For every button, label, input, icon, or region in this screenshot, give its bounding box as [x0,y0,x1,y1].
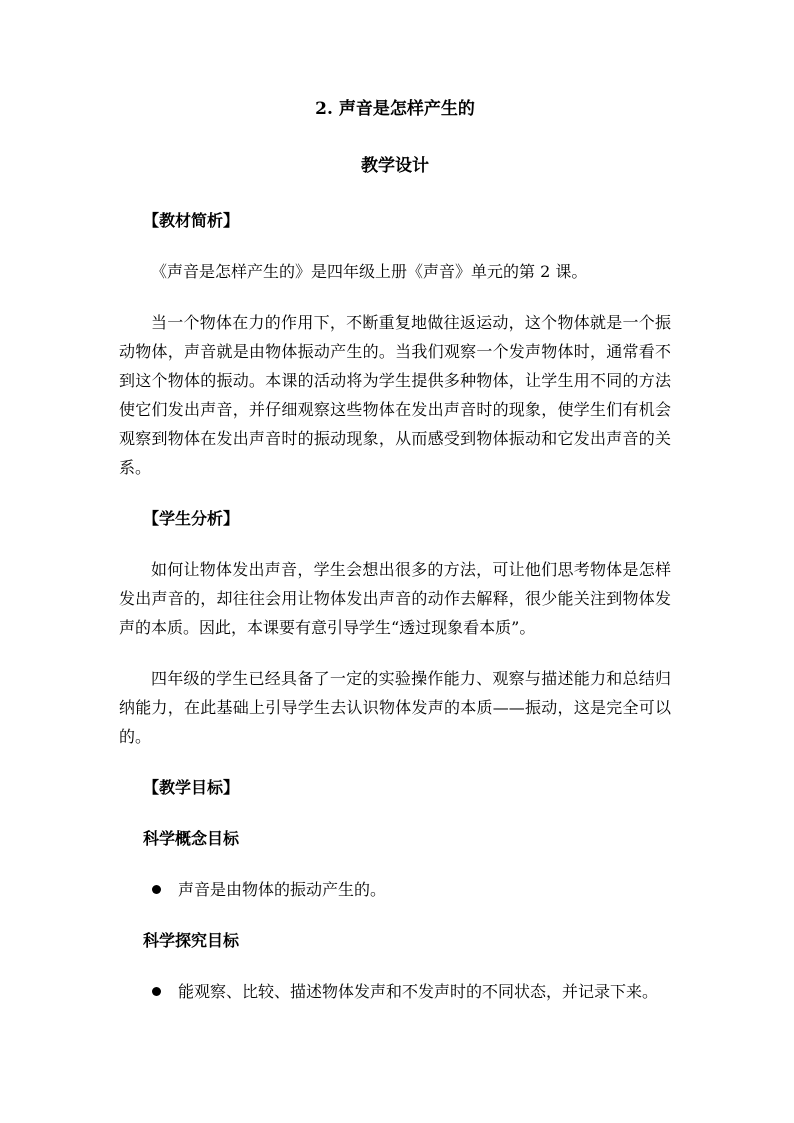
bullet-dot-icon [152,885,161,894]
concept-goal-item [119,875,671,904]
section-heading-student: 【学生分析】 [143,509,240,528]
document-subtitle: 教学设计 [361,156,429,176]
material-paragraph-1: 《声音是怎样产生的》是四年级上册《声音》单元的第 2 课。 [151,262,588,281]
student-paragraph-2: 四年级的学生已经具备了一定的实验操作能力、观察与描述能力和总结归纳能力，在此基础上引导学生去认识物体发声的本质——振动，这是完全可以的。 [119,669,671,746]
inquiry-goal-heading: 科学探究目标 [143,931,240,950]
concept-goal-heading: 科学概念目标 [143,829,240,848]
concept-goal-text: 声音是由物体的振动产生的。 [178,880,387,899]
material-paragraph-2: 当一个物体在力的作用下，不断重复地做往返运动，这个物体就是一个振动物体，声音就是由物体振动产生的。当我们观察一个发声物体时，通常看不到这个物体的振动。本课的活动将为学生提供多种物体，让学生用不同的方法使它们发出声音，并仔细观察这些物体在发出声音时的现象，使学生们有机会观察到物体在发出声音时的振动现象，从而感受到物体振动和它发出声音的关系。 [119,313,671,477]
inquiry-goal-item [119,977,671,1006]
document-title: 2. 声音是怎样产生的 [315,99,475,119]
section-heading-goals: 【教学目标】 [143,778,240,797]
student-paragraph-1: 如何让物体发出声音，学生会想出很多的方法，可让他们思考物体是怎样发出声音的，却往往会用让物体发出声音的动作去解释，很少能关注到物体发声的本质。因此，本课要有意引导学生“透过现象看本质”。 [119,560,671,637]
bullet-dot-icon [152,987,161,996]
document-body [119,92,671,1006]
inquiry-goal-text: 能观察、比较、描述物体发声和不发声时的不同状态，并记录下来。 [178,982,659,1001]
section-heading-material: 【教材简析】 [143,211,240,230]
